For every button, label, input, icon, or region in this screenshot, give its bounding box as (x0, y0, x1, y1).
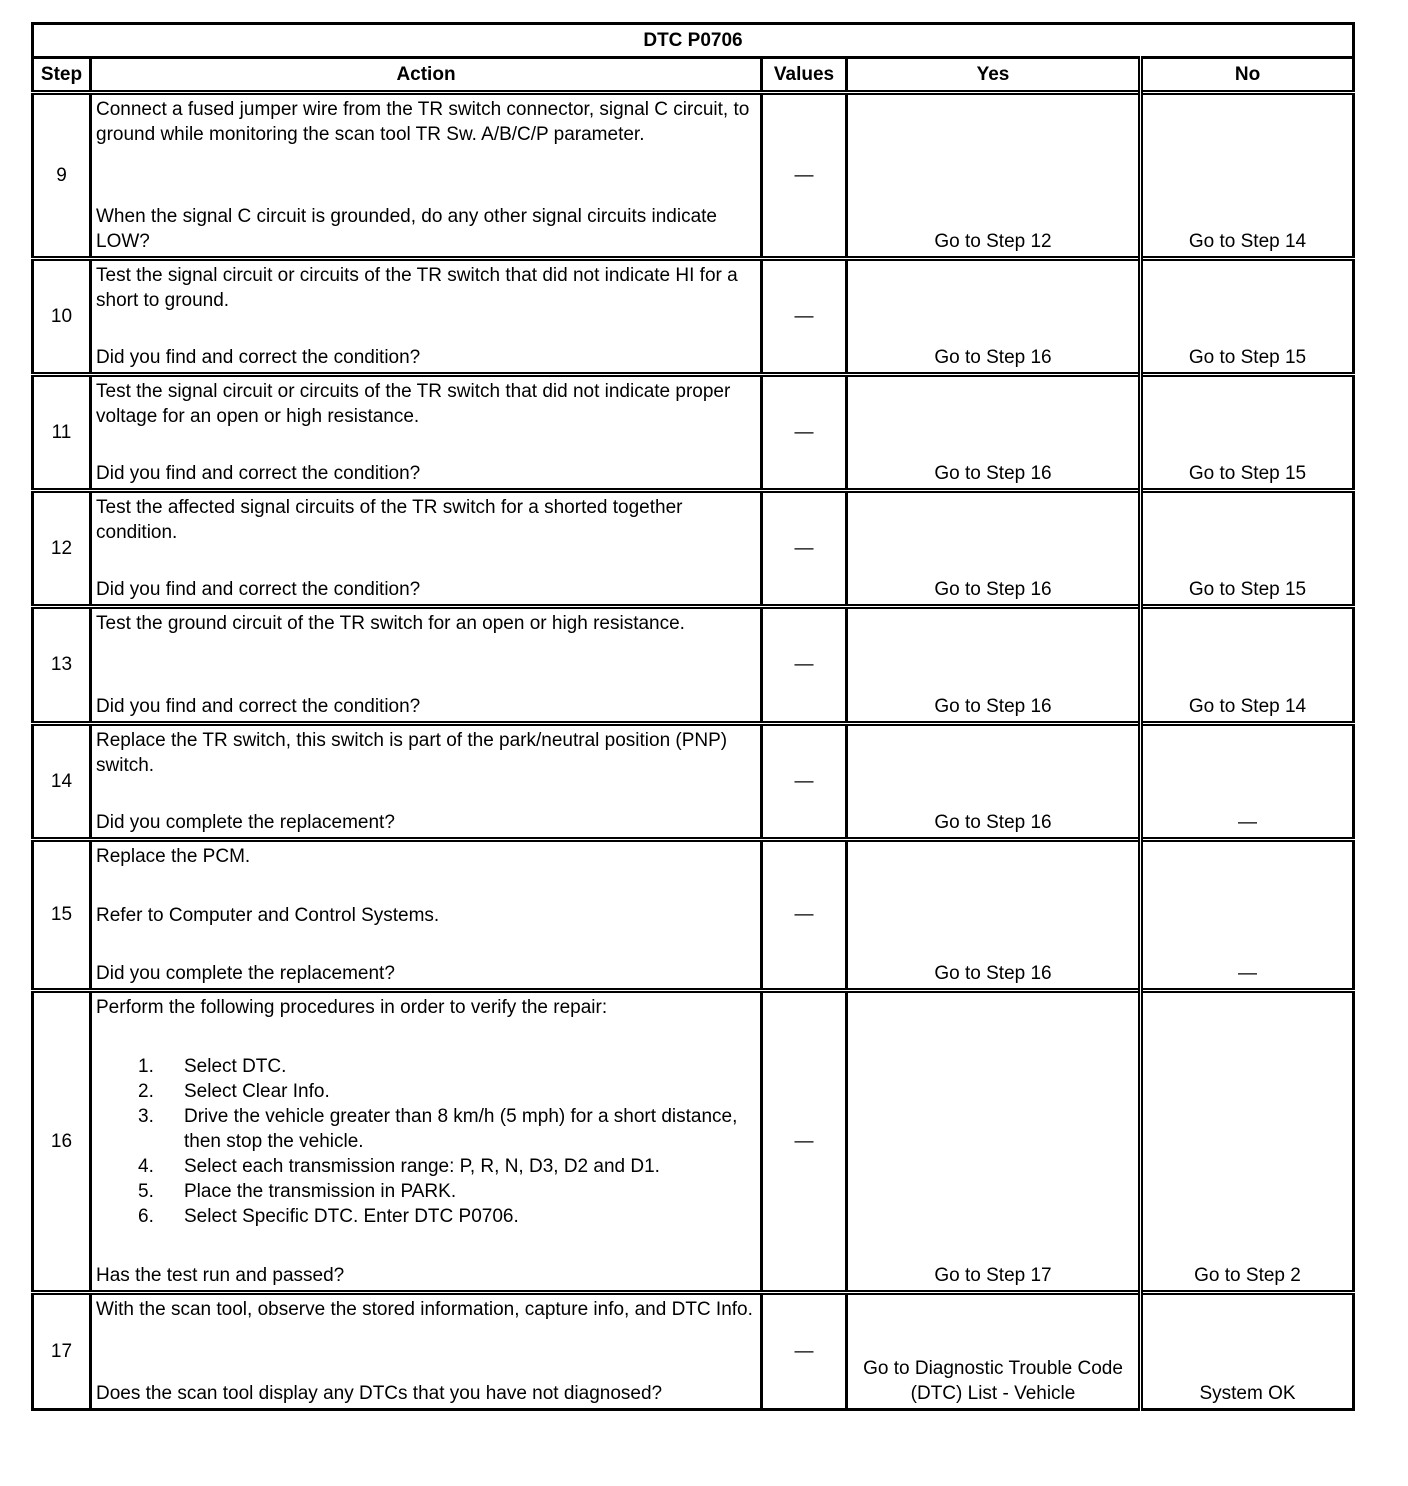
table-row (33, 724, 1354, 840)
table-row (33, 840, 1354, 991)
action-text: Replace the PCM. (96, 846, 251, 867)
list-text: Select Specific DTC. Enter DTC P0706. (184, 1206, 519, 1227)
values-cell: — (762, 991, 847, 1293)
table-row (33, 1293, 1354, 1410)
procedure-list (96, 1054, 755, 1229)
values-cell: — (762, 724, 847, 840)
table-row (33, 259, 1354, 375)
table-row (33, 375, 1354, 491)
action-text: Did you complete the replacement? (96, 963, 395, 984)
list-text: Drive the vehicle greater than 8 km/h (5 mph) for a short distance, then stop the vehicle. (184, 1106, 738, 1152)
action-cell (91, 840, 762, 991)
action-cell (91, 724, 762, 840)
values-cell: — (762, 840, 847, 991)
header-step: Step (33, 58, 91, 93)
values-cell: — (762, 93, 847, 259)
yes-cell: Go to Step 16 (847, 491, 1141, 607)
step-number: 15 (33, 840, 91, 991)
list-item (138, 1104, 755, 1154)
header-yes: Yes (847, 58, 1141, 93)
step-number: 11 (33, 375, 91, 491)
yes-cell: Go to Step 12 (847, 93, 1141, 259)
action-cell (91, 607, 762, 724)
values-cell: — (762, 607, 847, 724)
action-text: When the signal C circuit is grounded, do any other signal circuits indicate LOW? (96, 206, 717, 252)
action-text: Test the ground circuit of the TR switch for an open or high resistance. (96, 613, 685, 634)
action-question: Has the test run and passed? (96, 1265, 345, 1286)
yes-cell: Go to Step 16 (847, 259, 1141, 375)
list-item (138, 1204, 755, 1229)
header-values: Values (762, 58, 847, 93)
list-item (138, 1079, 755, 1104)
action-cell (91, 259, 762, 375)
action-cell (91, 991, 762, 1293)
table-row (33, 93, 1354, 259)
action-intro: Perform the following procedures in order to verify the repair: (96, 997, 608, 1018)
values-cell: — (762, 259, 847, 375)
step-number: 10 (33, 259, 91, 375)
action-text: Connect a fused jumper wire from the TR switch connector, signal C circuit, to ground while monitoring the scan tool TR Sw. A/B/C/P parameter. (96, 99, 750, 145)
action-cell (91, 491, 762, 607)
list-item (138, 1179, 755, 1204)
yes-cell: Go to Step 16 (847, 607, 1141, 724)
no-cell: Go to Step 14 (1141, 607, 1354, 724)
table-title: DTC P0706 (33, 24, 1354, 58)
table-row (33, 991, 1354, 1293)
no-cell: Go to Step 15 (1141, 375, 1354, 491)
action-text: Test the affected signal circuits of the TR switch for a shorted together condition. (96, 497, 683, 543)
list-text: Select each transmission range: P, R, N, D3, D2 and D1. (184, 1156, 660, 1177)
step-number: 9 (33, 93, 91, 259)
list-text: Select Clear Info. (184, 1081, 330, 1102)
yes-cell: Go to Step 16 (847, 840, 1141, 991)
action-text: Did you complete the replacement? (96, 812, 395, 833)
values-cell: — (762, 375, 847, 491)
table-row (33, 491, 1354, 607)
list-number: 6. (138, 1206, 154, 1227)
header-no: No (1141, 58, 1354, 93)
no-cell: System OK (1141, 1293, 1354, 1410)
list-number: 4. (138, 1156, 154, 1177)
step-number: 17 (33, 1293, 91, 1410)
no-cell: Go to Step 15 (1141, 491, 1354, 607)
list-number: 5. (138, 1181, 154, 1202)
values-cell: — (762, 1293, 847, 1410)
header-action: Action (91, 58, 762, 93)
action-text: Test the signal circuit or circuits of the TR switch that did not indicate HI for a short to ground. (96, 265, 738, 311)
action-text: Did you find and correct the condition? (96, 347, 421, 368)
list-text: Place the transmission in PARK. (184, 1181, 457, 1202)
step-number: 13 (33, 607, 91, 724)
action-cell (91, 1293, 762, 1410)
yes-cell: Go to Step 17 (847, 991, 1141, 1293)
list-item (138, 1154, 755, 1179)
step-number: 12 (33, 491, 91, 607)
list-number: 2. (138, 1081, 154, 1102)
action-text: Refer to Computer and Control Systems. (96, 904, 440, 926)
list-number: 3. (138, 1106, 154, 1127)
dtc-table (31, 22, 1355, 1411)
step-number: 16 (33, 991, 91, 1293)
step-number: 14 (33, 724, 91, 840)
action-cell (91, 93, 762, 259)
no-cell: — (1141, 724, 1354, 840)
values-cell: — (762, 491, 847, 607)
action-text: Did you find and correct the condition? (96, 579, 421, 600)
yes-cell: Go to Diagnostic Trouble Code (DTC) List - Vehicle (847, 1293, 1141, 1410)
list-text: Select DTC. (184, 1056, 287, 1077)
no-cell: Go to Step 2 (1141, 991, 1354, 1293)
action-text: Does the scan tool display any DTCs that you have not diagnosed? (96, 1383, 663, 1404)
yes-cell: Go to Step 16 (847, 375, 1141, 491)
action-text: With the scan tool, observe the stored information, capture info, and DTC Info. (96, 1299, 753, 1320)
table-row (33, 607, 1354, 724)
no-cell: Go to Step 14 (1141, 93, 1354, 259)
action-text: Did you find and correct the condition? (96, 463, 421, 484)
no-cell: — (1141, 840, 1354, 991)
list-number: 1. (138, 1056, 154, 1077)
list-item (138, 1054, 755, 1079)
no-cell: Go to Step 15 (1141, 259, 1354, 375)
action-text: Replace the TR switch, this switch is part of the park/neutral position (PNP) switch. (96, 730, 728, 776)
action-text: Test the signal circuit or circuits of the TR switch that did not indicate proper voltage for an open or high resistance. (96, 381, 731, 427)
action-text: Did you find and correct the condition? (96, 696, 421, 717)
yes-cell: Go to Step 16 (847, 724, 1141, 840)
action-cell (91, 375, 762, 491)
